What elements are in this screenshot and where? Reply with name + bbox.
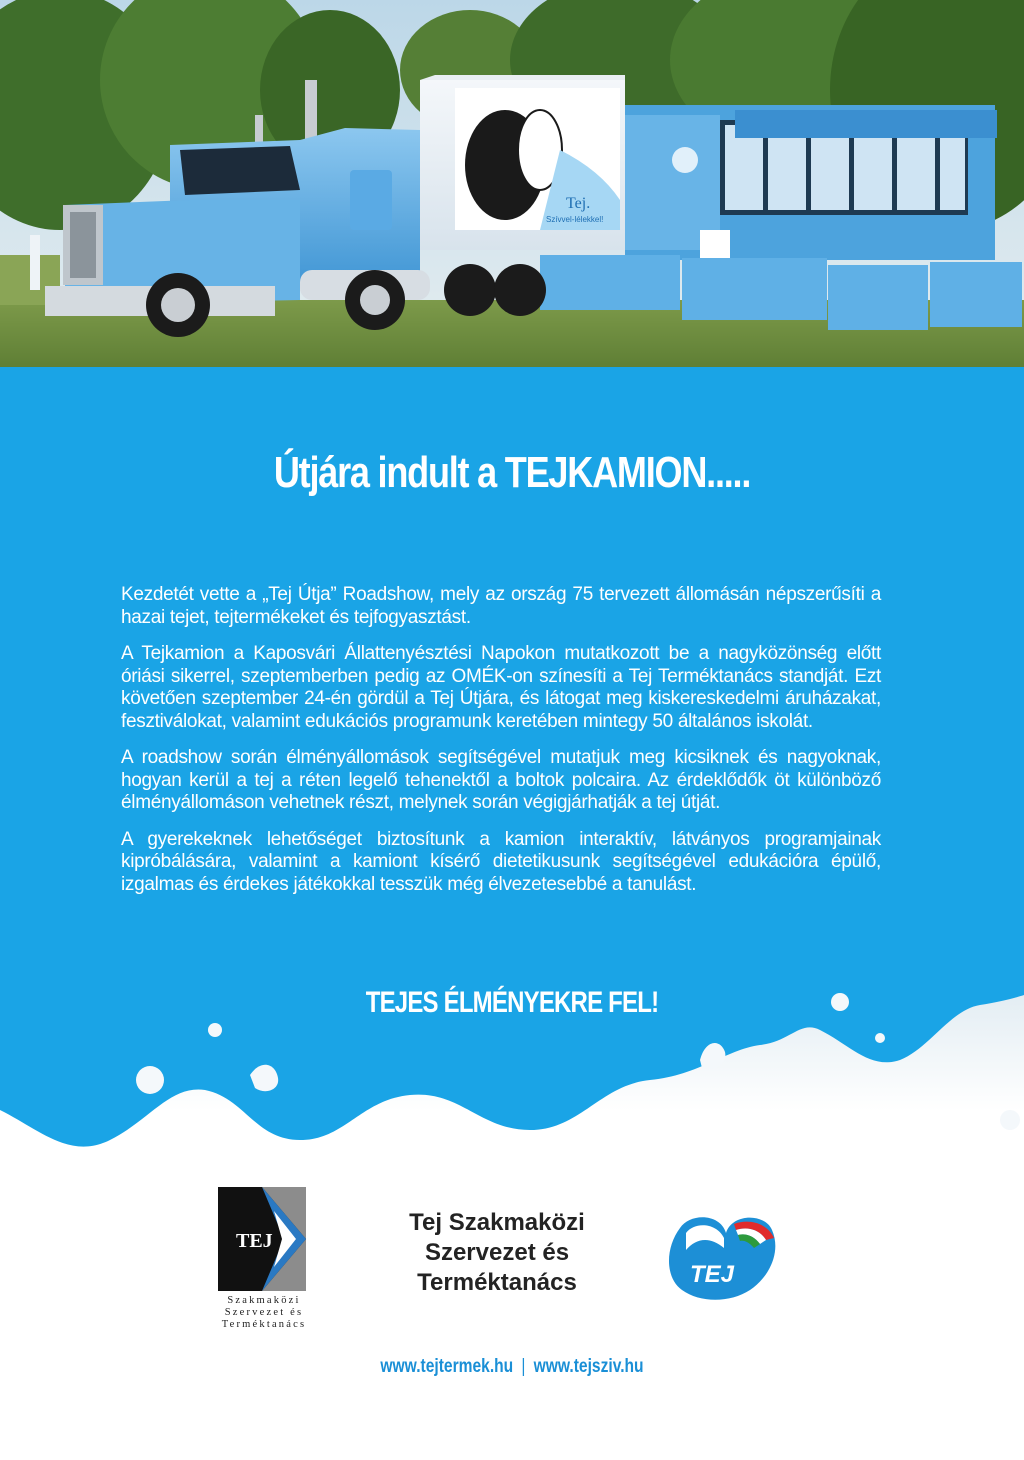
- hero-photo: [0, 0, 1024, 367]
- paragraph-1: Kezdetét vette a „Tej Útja” Roadshow, mely az ország 75 tervezett állomásán népszerűsíti a hazai tejet, tejtermékeket és tejfogyasztást.: [121, 584, 881, 628]
- tej-sziv-logo: [660, 1208, 788, 1303]
- org-name-line-3: Terméktanács: [417, 1269, 577, 1296]
- left-logo-caption-3: Terméktanács: [221, 1319, 307, 1330]
- org-name-line-1: Tej Szakmaközi: [409, 1209, 585, 1236]
- left-logo-mark: TEJ: [236, 1230, 273, 1252]
- footer-links: [92, 1356, 932, 1378]
- trailer-brand: Tej.: [566, 195, 591, 212]
- tej-heart-icon: [660, 1208, 788, 1303]
- left-logo-caption: [214, 1295, 314, 1331]
- headline: Útjára indult a TEJKAMION.....: [273, 448, 751, 497]
- left-logo-caption-2: Szervezet és: [224, 1307, 304, 1318]
- slogan: TEJES ÉLMÉNYEKRE FEL!: [365, 986, 659, 1019]
- footer-separator: |: [521, 1356, 526, 1377]
- body-text: [121, 584, 881, 910]
- paragraph-4: A gyerekeknek lehetőséget biztosítunk a kamion interaktív, látványos programjainak kipróbálására, valamint a kamiont kísérő dietetikusunk segítségével edukációra épülő, izgalmas és érdekes játékokkal tesszük még élvezetesebbé a tanulást.: [121, 828, 881, 895]
- org-name-line-2: Szervezet és: [424, 1239, 570, 1266]
- left-logo-caption-1: Szakmaközi: [227, 1295, 301, 1306]
- tej-arrow-icon: [214, 1185, 314, 1295]
- trailer-tagline: Szívvel-lélekkel!: [546, 215, 604, 224]
- organization-name: [372, 1208, 622, 1298]
- right-logo-mark: TEJ: [690, 1261, 735, 1288]
- paragraph-3: A roadshow során élményállomások segítségével mutatjuk meg kicsiknek és nagyoknak, hogyan kerül a tej a réten legelő tehenektől a boltok polcaira. Az érdeklődők öt különböző élményállomáson vehetnek részt, melynek során végigjárhatják a tej útját.: [121, 747, 881, 813]
- paragraph-2: A Tejkamion a Kaposvári Állattenyésztési Napokon mutatkozott be a nagyközönség előtt óriási sikerrel, szeptemberben pedig az OMÉK-on színesíti a Tej Terméktanács standját. Ezt követően szeptember 24-én gördül a Tej Útjára, és látogat meg kiskereskedelmi áruházakat, fesztiválokat, valamint edukációs programunk keretében mintegy 50 általános iskolát.: [121, 643, 881, 732]
- tej-terméktanacs-logo: [214, 1185, 314, 1340]
- link-tejtermek[interactable]: www.tejtermek.hu: [380, 1356, 514, 1377]
- link-tejsziv[interactable]: www.tejsziv.hu: [533, 1356, 644, 1377]
